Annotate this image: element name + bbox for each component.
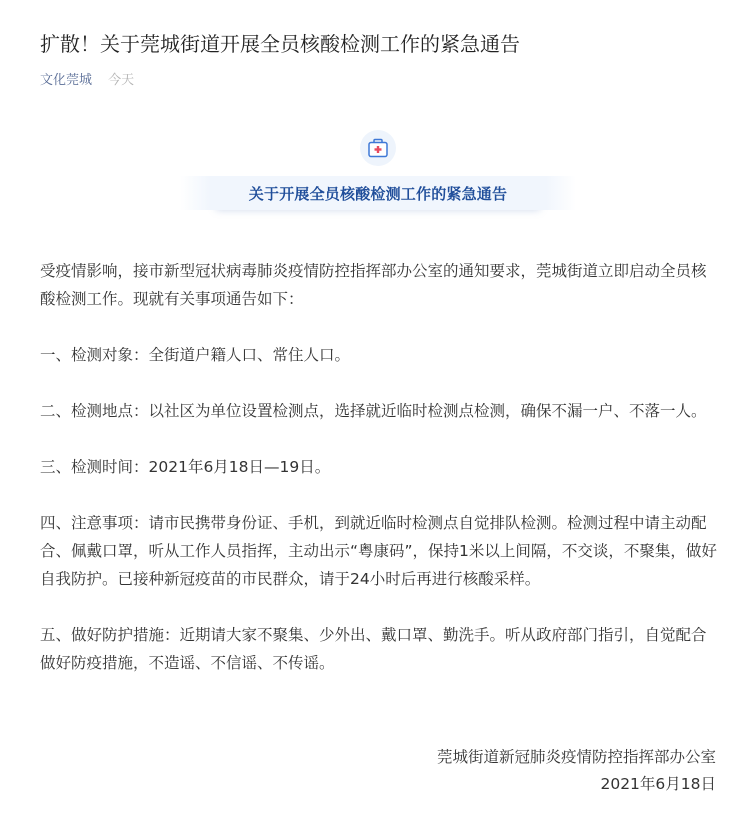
item-1-paragraph: 一、检测对象：全街道户籍人口、常住人口。: [40, 346, 351, 364]
item-2-paragraph: 二、检测地点：以社区为单位设置检测点，选择就近临时检测点检测，确保不漏一户、不落一人。: [40, 402, 707, 420]
item-5-paragraph: 五、做好防护措施：近期请大家不聚集、少外出、戴口罩、勤洗手。听从政府部门指引，自觉配合做好防疫措施，不造谣、不信谣、不传谣。: [40, 626, 707, 672]
banner-heading: 关于开展全员核酸检测工作的紧急通告: [248, 184, 508, 203]
article-body: [40, 257, 720, 705]
signature-org: 莞城街道新冠肺炎疫情防控指挥部办公室: [436, 748, 716, 766]
account-name-link[interactable]: 文化莞城: [40, 73, 93, 88]
intro-paragraph: 受疫情影响，接市新型冠状病毒肺炎疫情防控指挥部办公室的通知要求，莞城街道立即启动全员核酸检测工作。现就有关事项通告如下：: [40, 262, 707, 308]
publish-time: 今天: [108, 73, 135, 88]
signature-block: [437, 744, 716, 798]
item-3-paragraph: 三、检测时间：2021年6月18日—19日。: [40, 458, 331, 476]
article-title: 扩散！关于莞城街道开展全员核酸检测工作的紧急通告: [40, 32, 520, 56]
medical-kit-icon: [360, 130, 396, 166]
article-meta: [40, 71, 134, 91]
notice-banner: [210, 176, 546, 210]
item-4-paragraph: 四、注意事项：请市民携带身份证、手机，到就近临时检测点自觉排队检测。检测过程中请主动配合、佩戴口罩，听从工作人员指挥，主动出示“粤康码”，保持1米以上间隔，不交谈，不聚集，做好自我防护。已接种新冠疫苗的市民群众，请于24小时后再进行核酸采样。: [40, 514, 717, 588]
signature-date: 2021年6月18日: [600, 775, 716, 793]
